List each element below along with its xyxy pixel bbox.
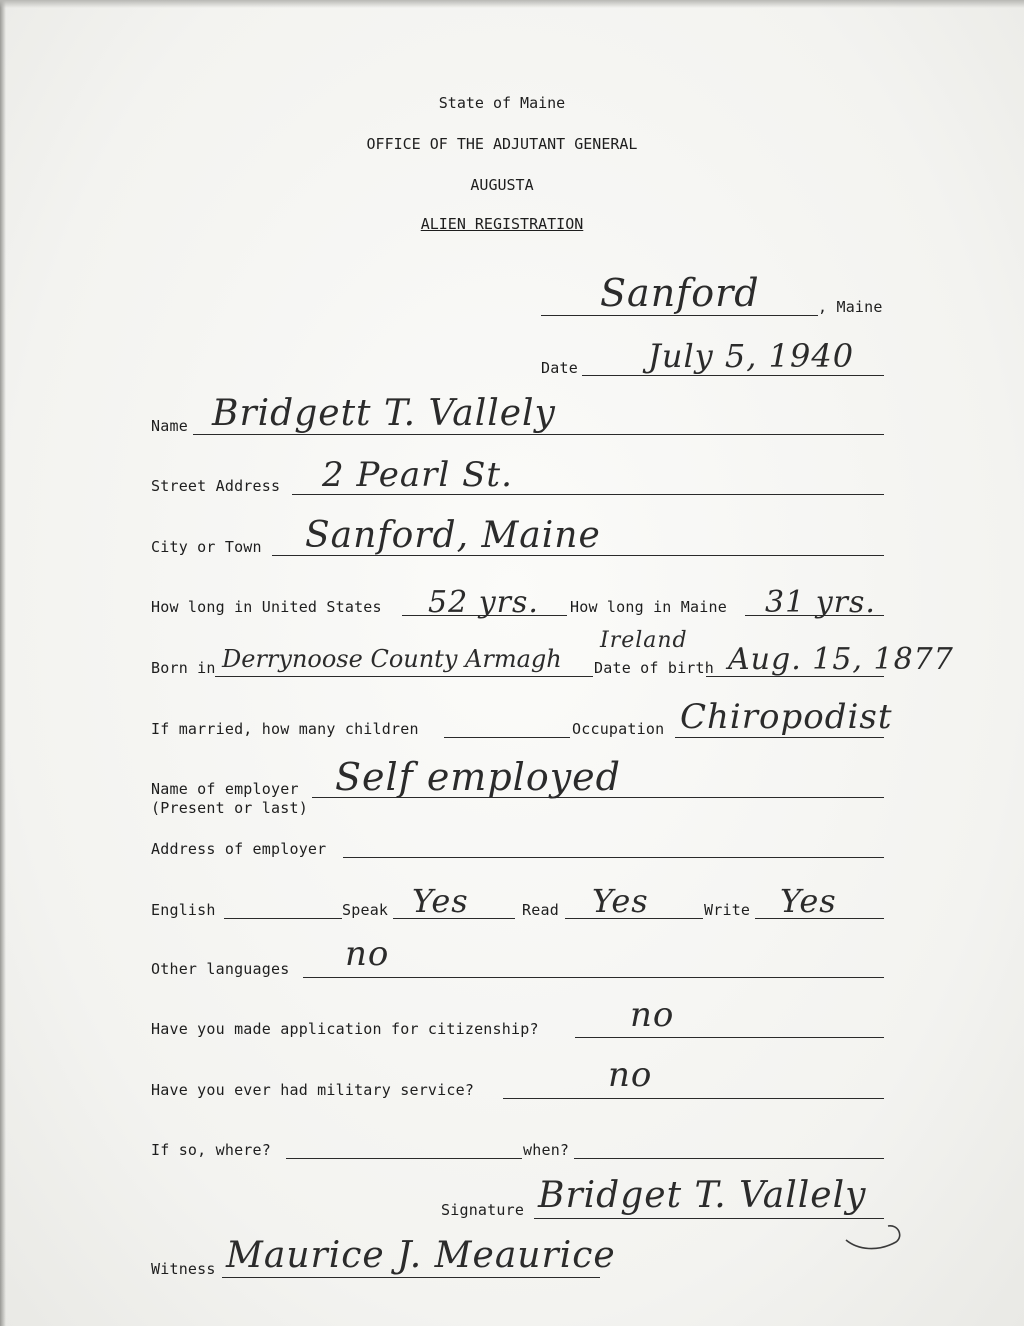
signature-label: Signature <box>441 1201 525 1219</box>
witness-label: Witness <box>151 1260 216 1278</box>
present-or-last-label: (Present or last) <box>151 799 308 817</box>
name-handwriting: Bridgett T. Vallely <box>212 393 556 434</box>
write-handwriting: Yes <box>780 882 837 920</box>
date-label: Date <box>541 359 578 377</box>
military-label: Have you ever had military service? <box>151 1081 475 1099</box>
how-long-us-label: How long in United States <box>151 598 382 616</box>
witness-handwriting: Maurice J. Meaurice <box>226 1235 616 1276</box>
scan-edge-left <box>0 0 6 1326</box>
occupation-handwriting: Chiropodist <box>680 697 893 737</box>
born-country-handwriting: Ireland <box>600 628 688 653</box>
other-languages-handwriting: no <box>345 934 390 974</box>
citizenship-line <box>575 1037 884 1038</box>
header-state: State of Maine <box>438 94 566 112</box>
scan-edge-top <box>0 0 1024 8</box>
place-line <box>541 315 818 316</box>
date-of-birth-label: Date of birth <box>594 659 714 677</box>
read-handwriting: Yes <box>592 882 649 920</box>
signature-handwriting: Bridget T. Vallely <box>538 1175 867 1216</box>
form-title: ALIEN REGISTRATION <box>420 215 584 233</box>
born-in-handwriting: Derrynoose County Armagh <box>222 645 562 673</box>
date-handwriting: July 5, 1940 <box>648 337 855 375</box>
employer-handwriting: Self employed <box>335 755 621 799</box>
witness-line <box>222 1277 600 1278</box>
maine-label: , Maine <box>818 298 883 316</box>
occupation-label: Occupation <box>572 720 665 738</box>
city-handwriting: Sanford, Maine <box>305 515 601 556</box>
street-address-label: Street Address <box>151 477 281 495</box>
how-long-us-handwriting: 52 yrs. <box>428 585 539 620</box>
header-city: AUGUSTA <box>470 176 534 194</box>
signature-flourish <box>838 1180 908 1260</box>
where-line <box>286 1158 522 1159</box>
speak-handwriting: Yes <box>412 882 469 920</box>
when-label: when? <box>523 1141 570 1159</box>
if-so-where-label: If so, where? <box>151 1141 271 1159</box>
citizenship-label: Have you made application for citizenship? <box>151 1020 539 1038</box>
born-in-label: Born in <box>151 659 216 677</box>
write-label: Write <box>704 901 751 919</box>
address-of-employer-line <box>343 857 884 858</box>
other-languages-label: Other languages <box>151 960 290 978</box>
name-line <box>193 434 884 435</box>
date-line <box>582 375 884 376</box>
city-label: City or Town <box>151 538 262 556</box>
address-of-employer-label: Address of employer <box>151 840 327 858</box>
how-long-maine-label: How long in Maine <box>570 598 727 616</box>
born-in-line <box>215 676 593 677</box>
children-line <box>444 737 570 738</box>
if-married-label: If married, how many children <box>151 720 419 738</box>
speak-label: Speak <box>342 901 389 919</box>
military-handwriting: no <box>608 1055 653 1095</box>
how-long-maine-handwriting: 31 yrs. <box>765 585 876 620</box>
read-label: Read <box>522 901 559 919</box>
street-address-handwriting: 2 Pearl St. <box>322 455 513 495</box>
signature-line <box>534 1218 884 1219</box>
military-line <box>503 1098 884 1099</box>
header-office: OFFICE OF THE ADJUTANT GENERAL <box>366 135 638 153</box>
other-languages-line <box>303 977 884 978</box>
when-line <box>574 1158 884 1159</box>
date-of-birth-handwriting: Aug. 15, 1877 <box>728 642 954 677</box>
english-label: English <box>151 901 216 919</box>
citizenship-handwriting: no <box>630 995 675 1035</box>
employer-label: Name of employer <box>151 780 299 798</box>
english-line <box>224 918 342 919</box>
name-label: Name <box>151 417 188 435</box>
place-handwriting: Sanford <box>600 271 760 315</box>
occupation-line <box>675 737 884 738</box>
